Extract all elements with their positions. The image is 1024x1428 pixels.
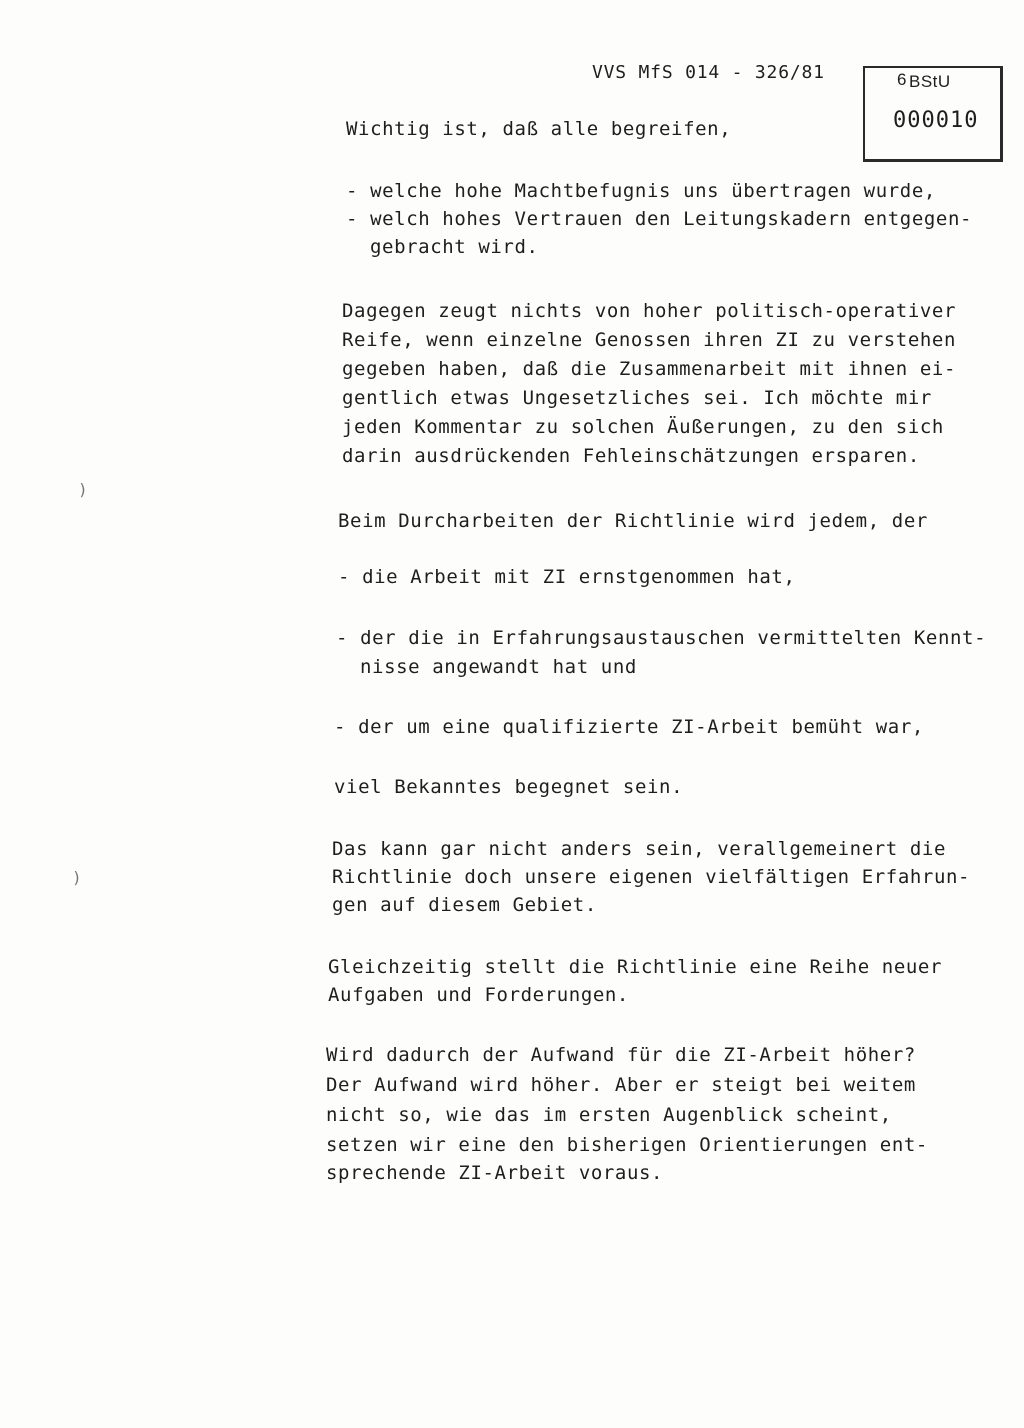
text-line: gebracht wird. (370, 236, 539, 258)
text-line: Aufgaben und Forderungen. (328, 984, 629, 1006)
text-line: viel Bekanntes begegnet sein. (334, 776, 684, 798)
text-line: Der Aufwand wird höher. Aber er steigt bei weitem (326, 1074, 916, 1096)
text-line: Dagegen zeugt nichts von hoher politisch-operativer (342, 300, 956, 322)
scan-mark: ) (72, 868, 82, 887)
text-line: Gleichzeitig stellt die Richtlinie eine Reihe neuer (328, 956, 942, 978)
text-line: - welche hohe Machtbefugnis uns übertragen wurde, (346, 180, 936, 202)
text-line: gen auf diesem Gebiet. (332, 894, 597, 916)
text-line: - die Arbeit mit ZI ernstgenommen hat, (338, 566, 796, 588)
stamp-number: 000010 (893, 108, 979, 133)
text-line: Beim Durcharbeiten der Richtlinie wird jedem, der (338, 510, 928, 532)
stamp-page-number: 6 (897, 70, 907, 89)
text-line: nisse angewandt hat und (360, 656, 637, 678)
stamp-label: BStU (909, 72, 951, 91)
text-line: nicht so, wie das im ersten Augenblick scheint, (326, 1104, 892, 1126)
text-line: gentlich etwas Ungesetzliches sei. Ich möchte mir (342, 387, 932, 409)
archive-stamp (863, 66, 1003, 162)
text-line: Reife, wenn einzelne Genossen ihren ZI zu verstehen (342, 329, 956, 351)
text-line: sprechende ZI-Arbeit voraus. (326, 1162, 664, 1184)
text-line: Wichtig ist, daß alle begreifen, (346, 118, 732, 140)
text-line: Das kann gar nicht anders sein, verallgemeinert die (332, 838, 946, 860)
text-line: darin ausdrückenden Fehleinschätzungen ersparen. (342, 445, 920, 467)
text-line: setzen wir eine den bisherigen Orientierungen ent- (326, 1134, 928, 1156)
text-line: Wird dadurch der Aufwand für die ZI-Arbeit höher? (326, 1044, 916, 1066)
text-line: Richtlinie doch unsere eigenen vielfältigen Erfahrun- (332, 866, 971, 888)
scan-mark: ) (78, 480, 88, 499)
document-reference: VVS MfS 014 - 326/81 (592, 62, 825, 83)
text-line: - der die in Erfahrungsaustauschen vermittelten Kennt- (336, 627, 987, 649)
text-line: gegeben haben, daß die Zusammenarbeit mit ihnen ei- (342, 358, 956, 380)
text-line: - welch hohes Vertrauen den Leitungskadern entgegen- (346, 208, 973, 230)
text-line: jeden Kommentar zu solchen Äußerungen, zu den sich (342, 416, 944, 438)
text-line: - der um eine qualifizierte ZI-Arbeit bemüht war, (334, 716, 924, 738)
